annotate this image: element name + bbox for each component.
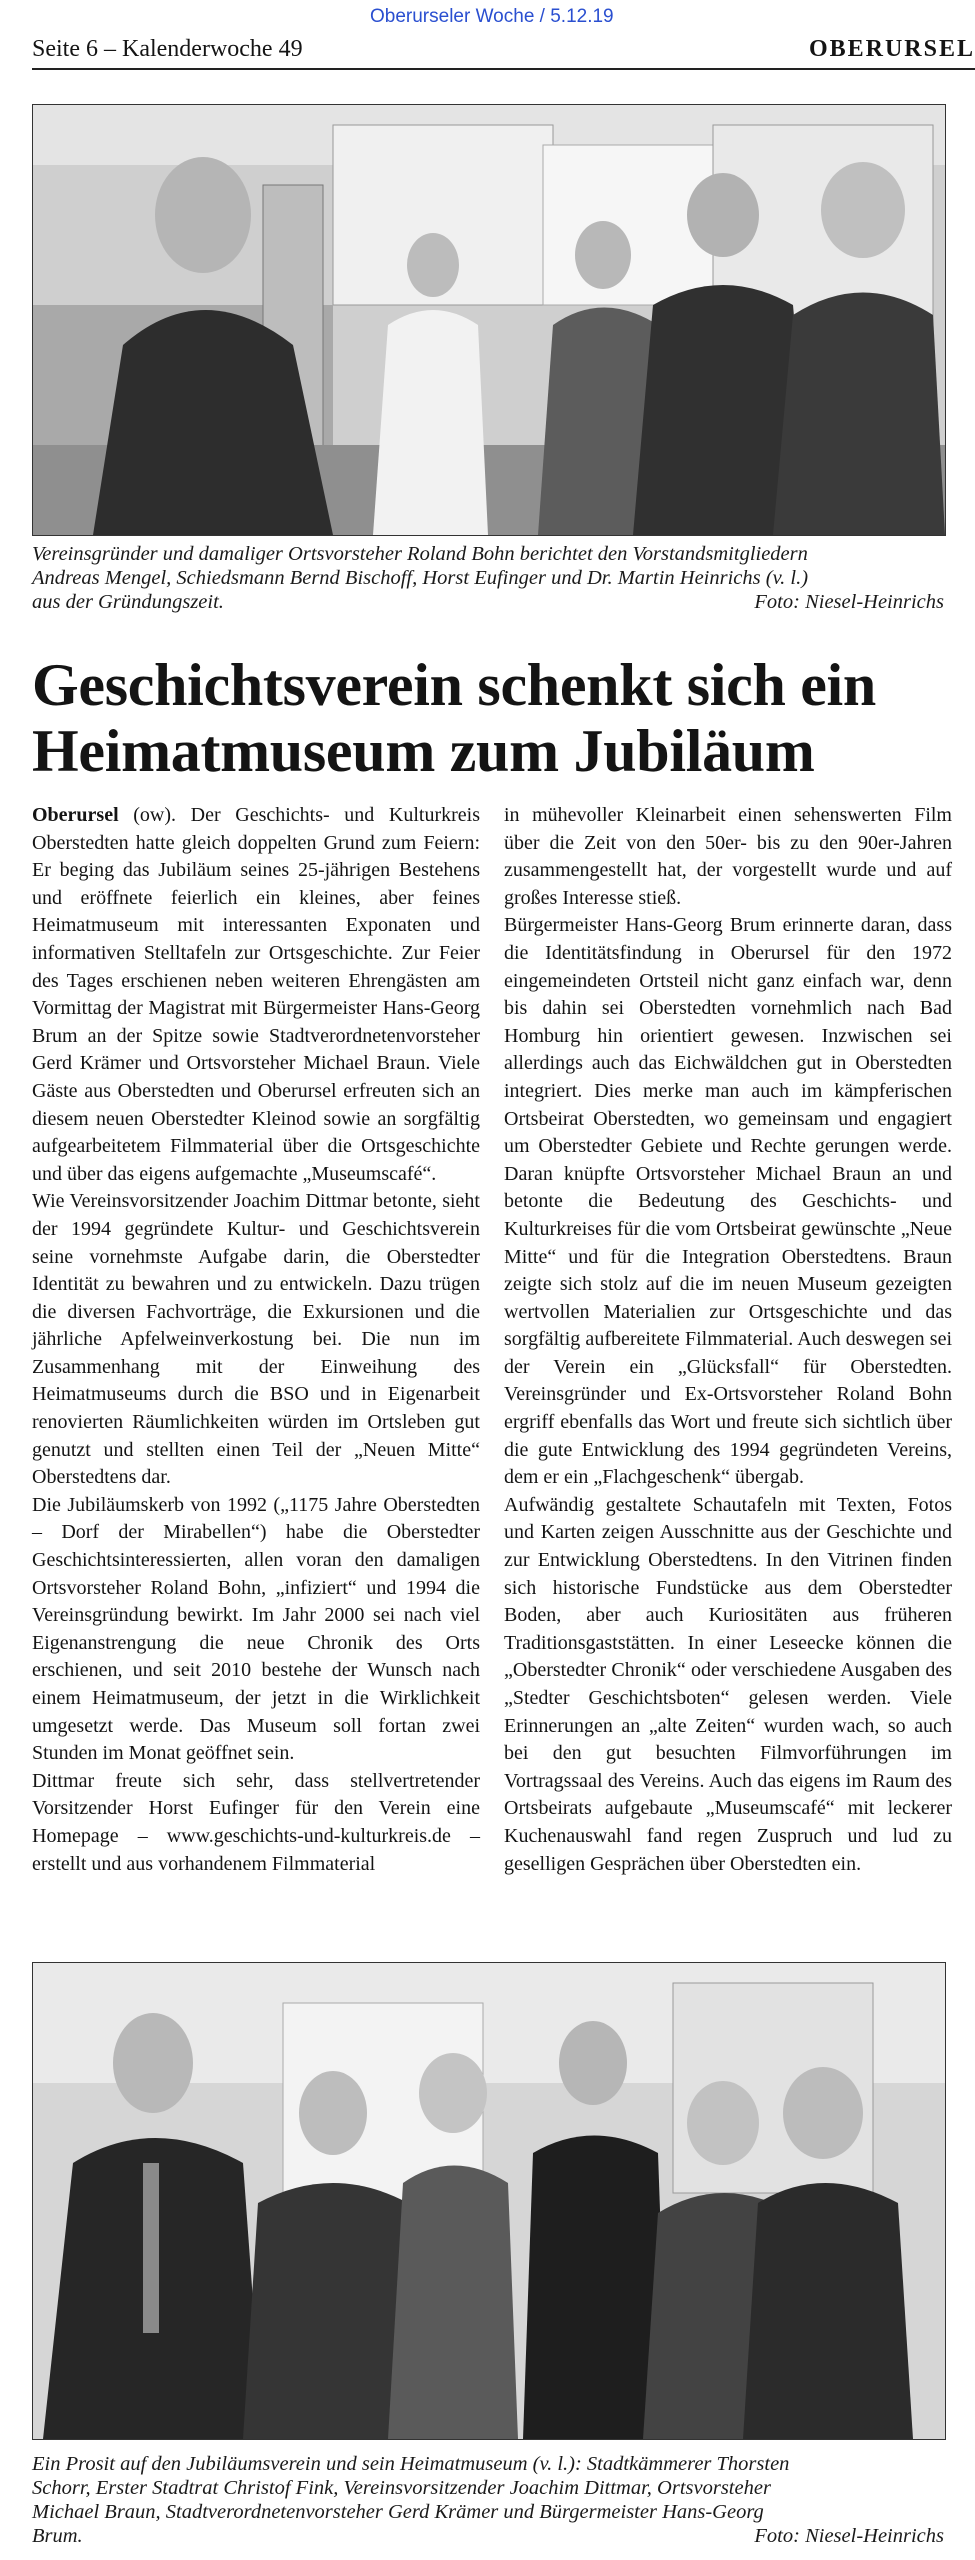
- photo-credit: Foto: Niesel-Heinrichs: [754, 2525, 944, 2547]
- paragraph: Aufwändig gestaltete Schautafeln mit Texten, Fotos und Karten zeigen Ausschnitte aus der Geschichte und zur Entwicklung Oberstedtens. In den Vitrinen finden sich historische Fundstücke aus dem Oberstedter Boden, aber auch Kuriositäten aus früheren Traditionsgaststätten. In einer Leseecke können die „Oberstedter Chronik“ oder verschiedene Ausgaben des „Stedter Geschichtsboten“ gelesen werden. Viele Erinnerungen an „alte Zeiten“ wurden wach, so auch bei den gut besuchten Filmvorführungen im Vortragssaal des Vereins. Auch das eigens im Raum des Ortsbeirats aufgebaute „Museumscafé“ mit leckerer Kuchenauswahl fand regen Zuspruch und lud zu geselligen Gesprächen über Oberstedten ein.: [504, 1493, 952, 1875]
- headline-line: Heimatmuseum zum Jubiläum: [32, 718, 815, 784]
- paragraph-text: (ow). Der Geschichts- und Kulturkreis Oberstedten hatte gleich doppelten Grund zum Feiern: Er beging das Jubiläum seines 25-jährigen Bestehens und eröffnete feierlich ein kleines, aber feines Heimatmuseum mit interessanten Exponaten und informativen Stelltafeln zur Ortsgeschichte. Zur Feier des Tages erschienen neben weiteren Ehrengästen am Vormittag der Magistrat mit Bürgermeister Hans-Georg Brum an der Spitze sowie Stadtverordnetenvorsteher Gerd Krämer und Ortsvorsteher Michael Braun. Viele Gäste aus Oberstedten und Oberursel erfreuten sich an diesem neuen Oberstedter Kleinod sowie an sorgfältig aufgearbeitetem Filmmaterial über die Ortsgeschichte und über das eigens aufgemachte „Museumscafé“.: [32, 804, 480, 1185]
- paragraph: Dittmar freute sich sehr, dass stellvertretender Vorsitzender Horst Eufinger für den Verein eine Homepage – www.geschichts-und-kulturkreis.de – erstellt und aus vorhandenem Filmmaterial: [32, 1769, 480, 1875]
- page-header: [32, 30, 975, 70]
- photo-credit: Foto: Niesel-Heinrichs: [754, 591, 944, 613]
- paragraph: Die Jubiläumskerb von 1992 („1175 Jahre Oberstedten – Dorf der Mirabellen“) habe die Oberstedter Geschichtsinteressierten, allen voran den damaligen Ortsvorsteher Roland Bohn, „infiziert“ und 1994 die Vereinsgründung bewirkt. Im Jahr 2000 sei nach viel Eigenanstrengung die neue Chronik des Orts erschienen, und seit 2010 bestehe der Wunsch nach einem Heimatmuseum, der jetzt in die Wirklichkeit umgesetzt werde. Das Museum soll fortan zwei Stunden im Monat geöffnet sein.: [32, 1493, 480, 1765]
- page-number: Seite 6 – Kalenderwoche 49: [32, 35, 303, 62]
- paragraph: [32, 802, 480, 1188]
- caption-text: Brum.: [32, 2525, 83, 2547]
- article-column-left: [32, 802, 480, 1878]
- headline-line: Geschichtsverein schenkt sich ein: [32, 652, 876, 718]
- caption-line: Andreas Mengel, Schiedsmann Bernd Bischoff, Horst Eufinger und Dr. Martin Heinrichs (v. l.): [32, 567, 809, 589]
- caption-line: Ein Prosit auf den Jubiläumsverein und sein Heimatmuseum (v. l.): Stadtkämmerer Thorsten: [32, 2453, 790, 2475]
- caption-line: [32, 2524, 944, 2548]
- dateline: Oberursel: [32, 804, 119, 826]
- article-column-right: [504, 802, 952, 1878]
- paragraph: Wie Vereinsvorsitzender Joachim Dittmar betonte, sieht der 1994 gegründete Kultur- und Geschichtsverein seine vornehmste Aufgabe darin, die Oberstedter Identität zu bewahren und zu entwickeln. Dazu trügen die diversen Fachvorträge, die Exkursionen und die jährliche Apfelweinverkostung bei. Die nun im Zusammenhang mit der Einweihung des Heimatmuseums durch die BSO und in Eigenarbeit renovierten Räumlichkeiten würden im Ortsleben gut genutzt und stellten einen Teil der „Neuen Mitte“ Oberstedtens dar.: [32, 1190, 480, 1489]
- paragraph: in mühevoller Kleinarbeit einen sehenswerten Film über die Zeit von den 50er- bis zu den 90er-Jahren zusammengestellt hat, der vorgestellt wurde und auf großes Interesse stieß.: [504, 804, 952, 909]
- section-name: OBERURSEL: [808, 35, 975, 62]
- caption-line: Schorr, Erster Stadtrat Christof Fink, Vereinsvorsitzender Joachim Dittmar, Ortsvorsteher: [32, 2477, 771, 2499]
- caption-text: aus der Gründungszeit.: [32, 591, 224, 613]
- photo-museum-tour: [32, 104, 946, 536]
- photo-caption-bottom: [32, 2452, 944, 2548]
- photo-caption-top: [32, 542, 944, 614]
- photo-toast: [32, 1962, 946, 2440]
- article-headline: [32, 652, 952, 784]
- caption-line: [32, 590, 944, 614]
- source-stamp: Oberurseler Woche / 5.12.19: [370, 6, 614, 27]
- caption-line: Michael Braun, Stadtverordnetenvorsteher Gerd Krämer und Bürgermeister Hans-Georg: [32, 2501, 764, 2523]
- paragraph: Bürgermeister Hans-Georg Brum erinnerte daran, dass die Identitätsfindung in Oberursel für den 1972 eingemeindeten Ortsteil nicht ganz einfach war, denn bis dahin sei Oberstedten vornehmlich nach Bad Homburg hin orientiert gewesen. Inzwischen sei allerdings auch das Eichwäldchen gut in Oberstedten integriert. Dies merke man auch im kämpferischen Ortsbeirat Oberstedten, wo gemeinsam und engagiert um Oberstedter Gebiete und Rechte gerungen werde. Daran knüpfte Ortsvorsteher Michael Braun an und betonte die Bedeutung des Geschichts- und Kulturkreises für die vom Ortsbeirat gewünschte „Neue Mitte“ und für die Integration Oberstedtens. Braun zeigte sich stolz auf die im neuen Museum gezeigten wertvollen Materialien zur Ortsgeschichte und das sorgfältig aufbereitete Filmmaterial. Auch deswegen sei der Verein ein „Glücksfall“ für Oberstedten. Vereinsgründer und Ex-Ortsvorsteher Roland Bohn ergriff ebenfalls das Wort und freute sich sichtlich über die gute Entwicklung des 1994 gegründeten Vereins, dem er ein „Flachgeschenk“ übergab.: [504, 914, 952, 1489]
- caption-line: Vereinsgründer und damaliger Ortsvorsteher Roland Bohn berichtet den Vorstandsmitgliedern: [32, 543, 808, 565]
